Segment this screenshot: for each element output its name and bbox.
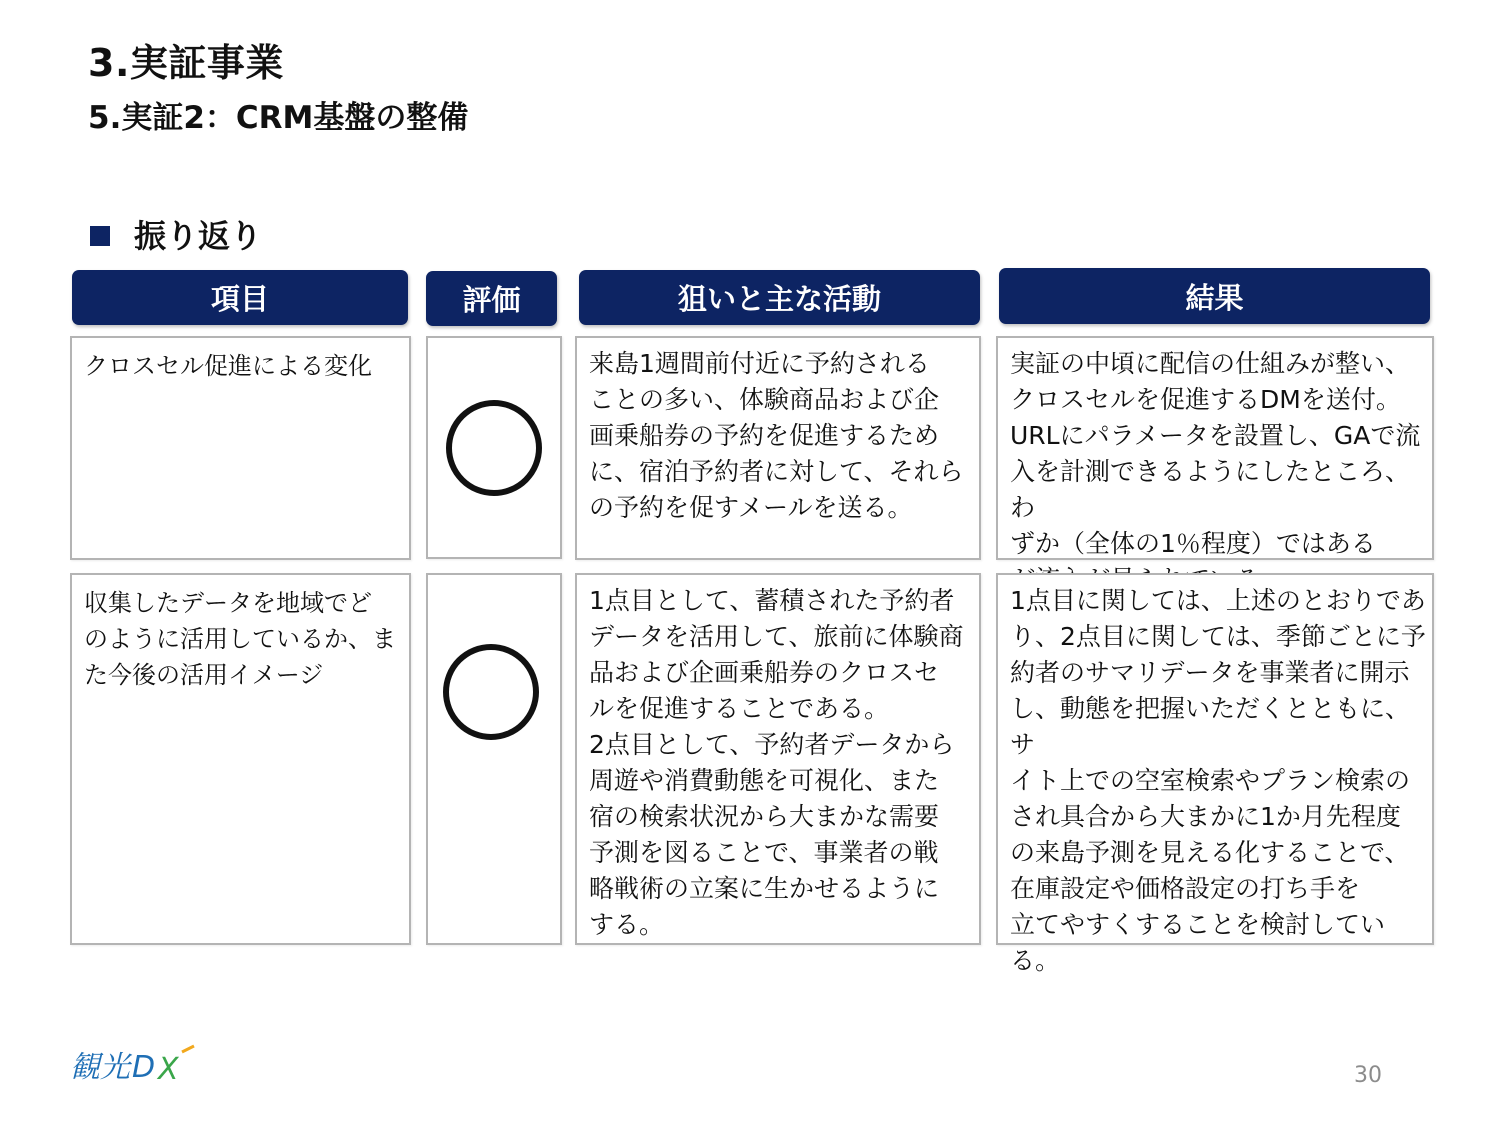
activity-text: 1点目として、蓄積された予約者 データを活用して、旅前に体験商 品および企画乗船券のクロスセ ルを促進することである。 2点目として、予約者データから 周遊や消費動態を可視化、また 宿の検索状況から大まかな需要 予測を図ることで、事業者の戦 略戦術の立案に生かせるように する。 — [589, 586, 964, 939]
result-text: 1点目に関しては、上述のとおりであ り、2点目に関しては、季節ごとに予 約者のサマリデータを事業者に開示 し、動態を把握いただくとともに、サ イト上での空室検索やプラン検索の され具合から大まかに1か月先程度 の来島予測を見える化することで、 在庫設定や価格設定の打ち手を 立てやすくすることを検討している。 — [1010, 586, 1426, 975]
section-heading — [90, 212, 262, 260]
activity-text: 来島1週間前付近に予約される ことの多い、体験商品および企 画乗船券の予約を促進するため に、宿泊予約者に対して、それら の予約を促すメールを送る。 — [589, 349, 964, 522]
table-cell-evaluation — [426, 573, 562, 945]
table-cell-activity — [575, 573, 981, 945]
column-header-activity: 狙いと主な活動 — [579, 270, 980, 325]
item-text: クロスセル促進による変化 — [84, 352, 372, 380]
circle-mark-icon — [446, 400, 542, 496]
kanko-dx-logo — [70, 1044, 200, 1092]
section-label: 振り返り — [134, 217, 263, 255]
circle-mark-icon — [443, 644, 539, 740]
item-text: 収集したデータを地域でど のように活用しているか、ま た今後の活用イメージ — [84, 589, 396, 689]
square-bullet-icon — [90, 226, 110, 246]
table-cell-result — [996, 336, 1434, 560]
table-cell-item — [70, 573, 411, 945]
page-title: 3.実証事業 — [88, 41, 284, 85]
column-header-evaluation: 評価 — [426, 271, 557, 326]
table-cell-result — [996, 573, 1434, 975]
svg-text:D: D — [132, 1050, 156, 1085]
page-number: 30 — [1354, 1063, 1382, 1088]
svg-text:X: X — [158, 1052, 179, 1087]
column-header-result: 結果 — [999, 268, 1430, 324]
table-cell-item — [70, 336, 411, 560]
page-subtitle: 5.実証2：CRM基盤の整備 — [88, 100, 469, 136]
svg-text:観光: 観光 — [70, 1050, 130, 1085]
table-cell-evaluation — [426, 336, 562, 559]
result-text: 実証の中頃に配信の仕組みが整い、 クロスセルを促進するDMを送付。 URLにパラメータを設置し、GAで流 入を計測できるようにしたところ、わ ずか（全体の1％程度）ではある — [1010, 349, 1421, 558]
column-header-item: 項目 — [72, 270, 408, 325]
table-cell-activity — [575, 336, 981, 560]
